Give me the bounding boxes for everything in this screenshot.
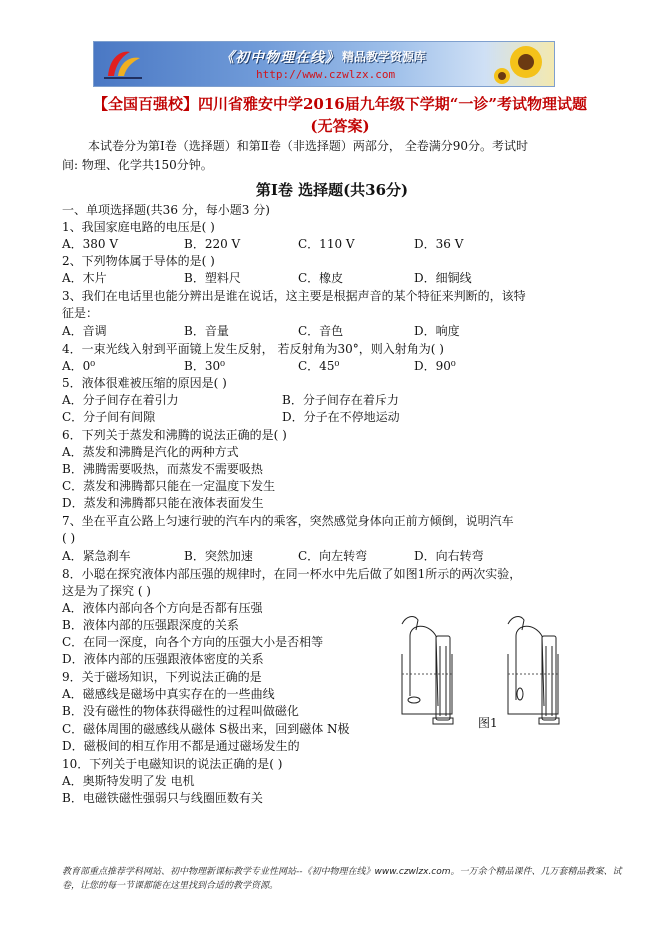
q7-stem-line-2: ( ) — [62, 531, 76, 545]
q3-option-b: B．音量 — [184, 324, 229, 338]
figure-pressure-experiment — [380, 606, 590, 731]
q6-option-d: D．蒸发和沸腾都只能在液体表面发生 — [62, 496, 264, 510]
banner-url[interactable]: http://www.czwlzx.com — [256, 68, 396, 81]
q8-option-b: B．液体内部的压强跟深度的关系 — [62, 618, 239, 632]
q4-option-a: A．0⁰ — [62, 359, 96, 373]
q3-stem-line-2: 征是： — [62, 306, 99, 320]
q10-option-b: B．电磁铁磁性强弱只与线圈匝数有关 — [62, 791, 263, 805]
q8-stem-line-2: 这是为了探究 ( ) — [62, 584, 151, 598]
q8-stem-line-1: 8．小聪在探究液体内部压强的规律时，在同一杯水中先后做了如图1所示的两次实验， — [62, 567, 522, 581]
q7-option-d: D．向右转弯 — [414, 549, 484, 563]
q6-option-a: A．蒸发和沸腾是汽化的两种方式 — [62, 445, 239, 459]
part-heading: 一、单项选择题(共36 分，每小题3 分) — [62, 203, 270, 217]
intro-line-1: 本试卷分为第Ⅰ卷（选择题）和第Ⅱ卷（非选择题）两部分， 全卷满分90分。考试时 — [88, 139, 528, 153]
q5-stem: 5．液体很难被压缩的原因是( ) — [62, 376, 227, 390]
left-apparatus — [402, 617, 453, 724]
q8-option-a: A．液体内部向各个方向是否都有压强 — [62, 601, 263, 615]
q3-option-c: C．音色 — [298, 324, 344, 338]
q3-stem-line-1: 3、我们在电话里也能分辨出是谁在说话，这主要是根据声音的某个特征来判断的，该特 — [62, 289, 526, 303]
q1-option-b: B．220 V — [184, 237, 241, 251]
section-title: 第Ⅰ卷 选择题(共36分) — [255, 181, 409, 199]
figure-caption: 图1 — [478, 716, 498, 730]
q5-option-a: A．分子间存在着引力 — [62, 393, 179, 407]
q4-stem: 4．一束光线入射到平面镜上发生反射， 若反射角为30°，则入射角为( ) — [62, 342, 444, 356]
q1-option-c: C．110 V — [298, 237, 355, 251]
q5-option-b: B．分子间存在着斥力 — [282, 393, 399, 407]
q9-option-b: B．没有磁性的物体获得磁性的过程叫做磁化 — [62, 704, 299, 718]
site-logo-icon — [100, 46, 146, 82]
page-footer: 教育部重点推荐学科网站、初中物理新课标教学专业性网站--《初中物理在线》www.czwlzx.com。一万余个精品课件、几万套精品教案、试卷，让您的每一节课都能在这里找到合适的教学资源。 — [62, 867, 622, 891]
right-apparatus — [508, 617, 559, 724]
q7-option-c: C．向左转弯 — [298, 549, 368, 563]
q8-option-d: D．液体内部的压强跟液体密度的关系 — [62, 652, 264, 666]
sunflower-icon — [492, 42, 552, 86]
q10-stem: 10．下列关于电磁知识的说法正确的是( ) — [62, 757, 283, 771]
q1-option-a: A．380 V — [62, 237, 119, 251]
q2-stem: 2、下列物体属于导体的是( ) — [62, 254, 215, 268]
q3-option-a: A．音调 — [62, 324, 107, 338]
q5-option-c: C．分子间有间隙 — [62, 410, 156, 424]
q2-option-c: C．橡皮 — [298, 271, 344, 285]
q6-stem: 6．下列关于蒸发和沸腾的说法正确的是( ) — [62, 428, 287, 442]
header-banner — [93, 41, 555, 87]
q7-stem-line-1: 7、坐在平直公路上匀速行驶的汽车内的乘客，突然感觉身体向正前方倾倒，说明汽车 — [62, 514, 514, 528]
q8-option-c: C．在同一深度，向各个方向的压强大小是否相等 — [62, 635, 324, 649]
q1-stem: 1、我国家庭电路的电压是( ) — [62, 220, 215, 234]
title-line-1: 【全国百强校】四川省雅安中学2016届九年级下学期“一诊”考试物理试题 — [92, 95, 587, 113]
q7-option-b: B．突然加速 — [184, 549, 253, 563]
q3-option-d: D．响度 — [414, 324, 460, 338]
q6-option-c: C．蒸发和沸腾都只能在一定温度下发生 — [62, 479, 276, 493]
q2-option-b: B．塑料尺 — [184, 271, 241, 285]
q4-option-b: B．30⁰ — [184, 359, 225, 373]
q9-option-c: C．磁体周围的磁感线从磁体 S极出来，回到磁体 N极 — [62, 722, 350, 736]
q10-option-a: A．奥斯特发明了发 电机 — [62, 774, 195, 788]
q9-option-a: A．磁感线是磁场中真实存在的一些曲线 — [62, 687, 275, 701]
q9-stem: 9．关于磁场知识，下列说法正确的是 — [62, 670, 262, 684]
q2-option-d: D．细铜线 — [414, 271, 472, 285]
q1-option-d: D．36 V — [414, 237, 464, 251]
q2-option-a: A．木片 — [62, 271, 107, 285]
q4-option-c: C．45⁰ — [298, 359, 340, 373]
q6-option-b: B．沸腾需要吸热，而蒸发不需要吸热 — [62, 462, 263, 476]
banner-title: 《初中物理在线》 — [220, 50, 340, 66]
intro-line-2: 间: 物理、化学共150分钟。 — [62, 158, 213, 172]
title-line-2: (无答案) — [310, 117, 370, 135]
q7-option-a: A．紧急刹车 — [62, 549, 131, 563]
q9-option-d: D．磁极间的相互作用不都是通过磁场发生的 — [62, 739, 300, 753]
q5-option-d: D．分子在不停地运动 — [282, 410, 400, 424]
document-title — [60, 93, 620, 137]
banner-subtitle: 精品教学资源库 — [342, 50, 427, 64]
q4-option-d: D．90⁰ — [414, 359, 456, 373]
